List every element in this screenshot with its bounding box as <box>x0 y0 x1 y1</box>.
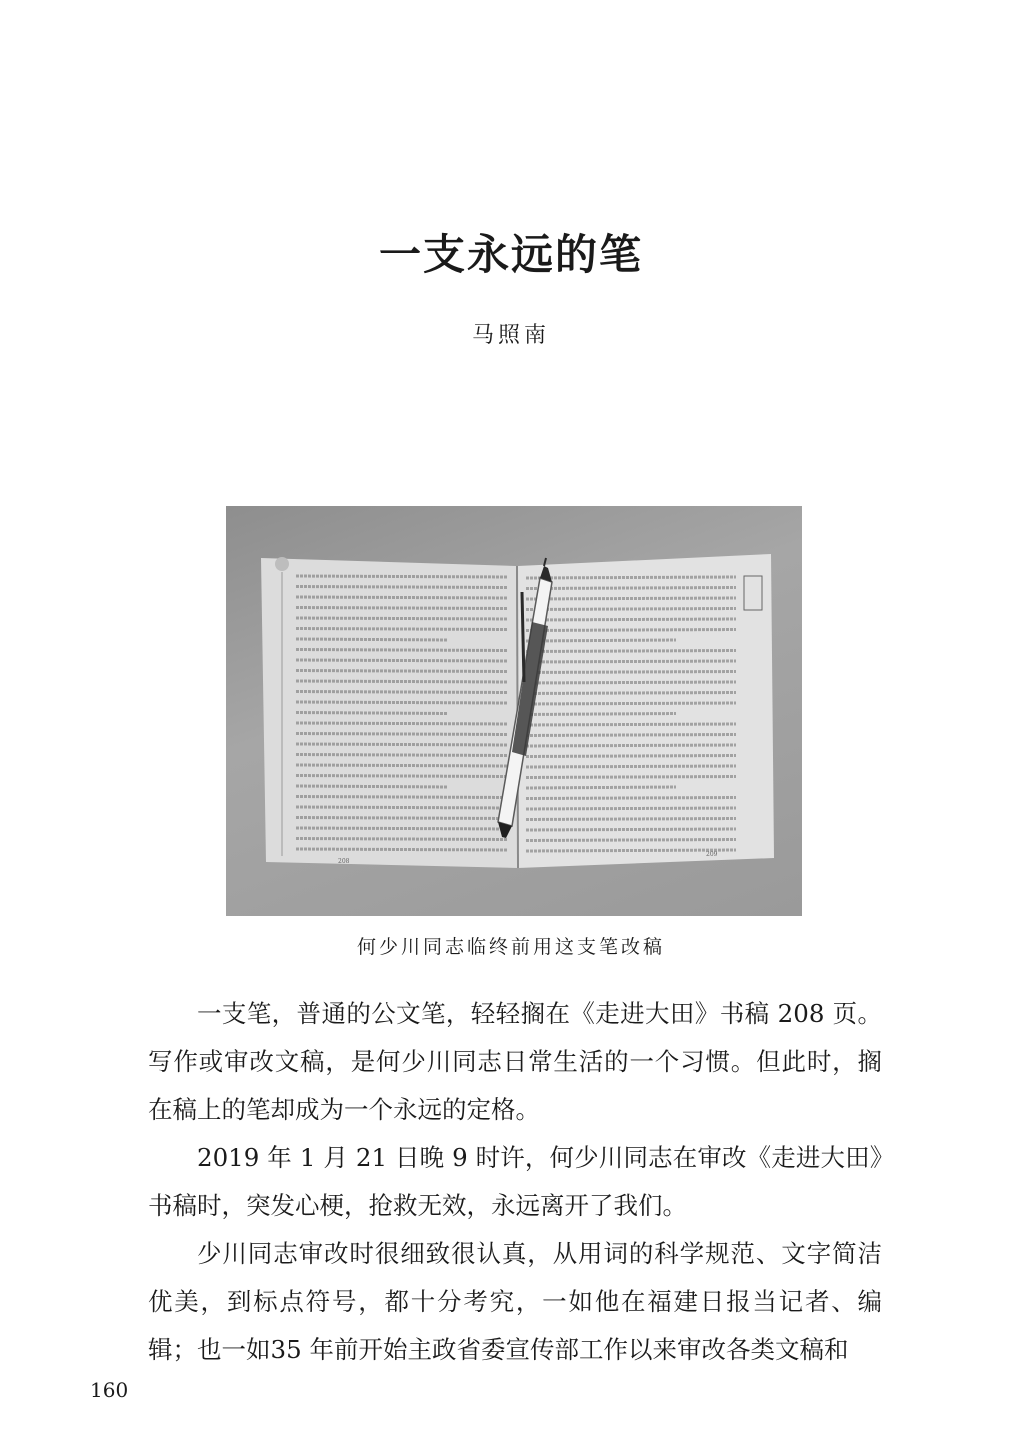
photo-caption: 何少川同志临终前用这支笔改稿 <box>356 936 665 958</box>
article-title: 一支永远的笔 <box>378 230 643 279</box>
article-body <box>148 990 882 1374</box>
left-page-number: 208 <box>338 858 350 865</box>
manuscript-photo-illustration <box>226 506 802 916</box>
paragraph: 少川同志审改时很细致很认真，从用词的科学规范、文字简洁优美，到标点符号，都十分考究，一如他在福建日报当记者、编辑；也一如35 年前开始主政省委宣传部工作以来审改各类文稿和 <box>148 1239 882 1364</box>
page-number: 160 <box>90 1378 129 1402</box>
paragraph: 一支笔，普通的公文笔，轻轻搁在《走进大田》书稿 208 页。写作或审改文稿，是何少川同志日常生活的一个习惯。但此时，搁在稿上的笔却成为一个永远的定格。 <box>148 999 882 1124</box>
author-name: 马照南 <box>471 323 550 348</box>
paragraph: 2019 年 1 月 21 日晚 9 时许，何少川同志在审改《走进大田》书稿时，突发心梗，抢救无效，永远离开了我们。 <box>148 1143 882 1220</box>
right-page-number: 209 <box>706 851 718 858</box>
photo-manuscript-with-pen <box>226 506 802 916</box>
